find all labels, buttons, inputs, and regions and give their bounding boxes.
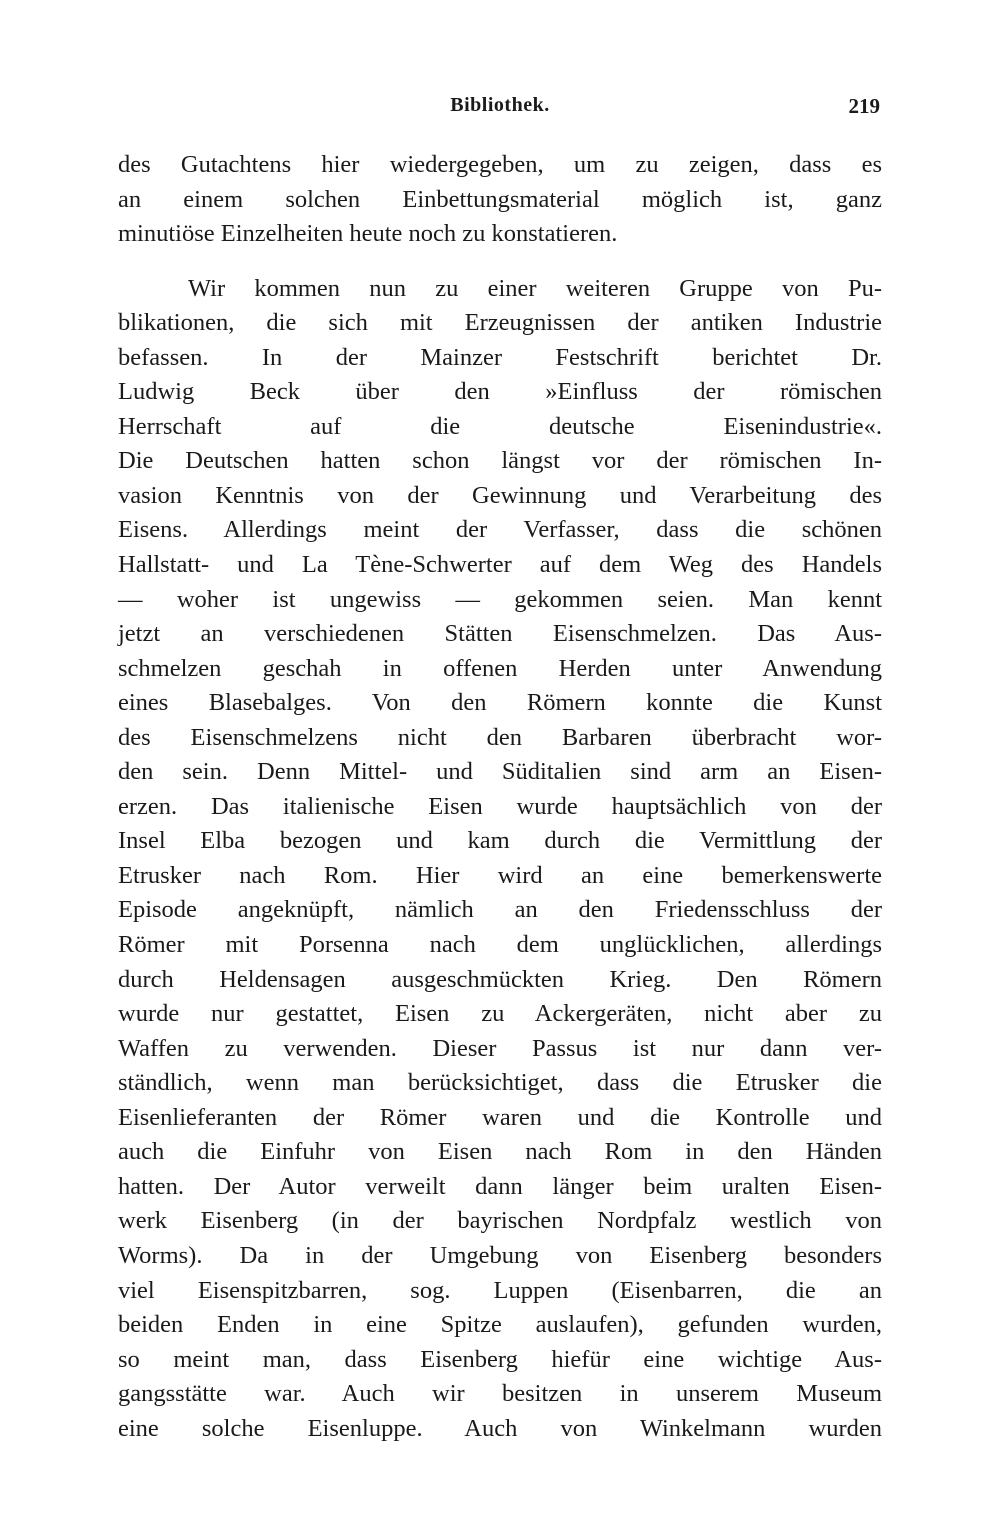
running-head <box>120 94 880 124</box>
text-line: Eisenlieferanten der Römer waren und die Kontrolle und <box>118 1103 882 1131</box>
text-line: jetzt an verschiedenen Stätten Eisenschmelzen. Das Aus- <box>118 620 882 648</box>
text-line: minutiöse Einzelheiten heute noch zu konstatieren. <box>118 220 618 248</box>
text-line: so meint man, dass Eisenberg hiefür eine wichtige Aus- <box>118 1345 882 1373</box>
text-line: Etrusker nach Rom. Hier wird an eine bemerkenswerte <box>118 861 882 889</box>
text-line: werk Eisenberg (in der bayrischen Nordpfalz westlich von <box>118 1207 882 1235</box>
text-line: auch die Einfuhr von Eisen nach Rom in den Händen <box>118 1138 882 1166</box>
body-text <box>118 148 882 1446</box>
text-line: eine solche Eisenluppe. Auch von Winkelmann wurden <box>118 1414 882 1442</box>
text-line: blikationen, die sich mit Erzeugnissen der antiken Industrie <box>118 309 882 337</box>
text-line: Römer mit Porsenna nach dem unglücklichen, allerdings <box>118 931 882 959</box>
text-line: des Gutachtens hier wiedergegeben, um zu zeigen, dass es <box>118 151 882 178</box>
text-line: Insel Elba bezogen und kam durch die Vermittlung der <box>118 827 882 855</box>
paragraph-2 <box>118 272 882 1447</box>
text-line: gangsstätte war. Auch wir besitzen in unserem Museum <box>118 1380 882 1408</box>
text-line: Eisens. Allerdings meint der Verfasser, dass die schönen <box>118 516 882 544</box>
text-line: — woher ist ungewiss — gekommen seien. Man kennt <box>118 585 882 613</box>
text-line: befassen. In der Mainzer Festschrift berichtet Dr. <box>118 343 882 371</box>
text-line: schmelzen geschah in offenen Herden unter Anwendung <box>118 654 882 682</box>
text-line: Die Deutschen hatten schon längst vor der römischen In- <box>118 447 882 475</box>
text-line: durch Heldensagen ausgeschmückten Krieg. Den Römern <box>118 965 882 993</box>
text-line: Wir kommen nun zu einer weiteren Gruppe von Pu- <box>188 274 882 302</box>
text-line: erzen. Das italienische Eisen wurde hauptsächlich von der <box>118 792 882 820</box>
text-line: Waffen zu verwenden. Dieser Passus ist nur dann ver- <box>118 1034 882 1062</box>
text-line: des Eisenschmelzens nicht den Barbaren überbracht wor- <box>118 723 882 751</box>
text-line: den sein. Denn Mittel- und Süditalien sind arm an Eisen- <box>118 758 882 786</box>
text-line: Herrschaft auf die deutsche Eisenindustrie«. <box>118 412 882 440</box>
text-line: an einem solchen Einbettungsmaterial möglich ist, ganz <box>118 185 882 213</box>
paragraph-1 <box>118 148 882 252</box>
page-number: 219 <box>848 94 880 118</box>
text-line: eines Blasebalges. Von den Römern konnte die Kunst <box>118 689 882 717</box>
paragraph-gap <box>118 252 882 272</box>
text-line: beiden Enden in eine Spitze auslaufen), gefunden wurden, <box>118 1311 882 1339</box>
text-line: Worms). Da in der Umgebung von Eisenberg besonders <box>118 1241 882 1269</box>
running-title: Bibliothek. <box>450 94 550 116</box>
text-line: Ludwig Beck über den »Einfluss der römischen <box>118 378 882 406</box>
text-line: Hallstatt- und La Tène-Schwerter auf dem Weg des Handels <box>118 551 882 579</box>
text-line: vasion Kenntnis von der Gewinnung und Verarbeitung des <box>118 481 882 509</box>
text-line: hatten. Der Autor verweilt dann länger beim uralten Eisen- <box>118 1172 882 1200</box>
text-line: Episode angeknüpft, nämlich an den Friedensschluss der <box>118 896 882 924</box>
text-line: viel Eisenspitzbarren, sog. Luppen (Eisenbarren, die an <box>118 1276 882 1304</box>
text-line: wurde nur gestattet, Eisen zu Ackergeräten, nicht aber zu <box>118 1000 882 1028</box>
text-line: ständlich, wenn man berücksichtiget, dass die Etrusker die <box>118 1069 882 1097</box>
